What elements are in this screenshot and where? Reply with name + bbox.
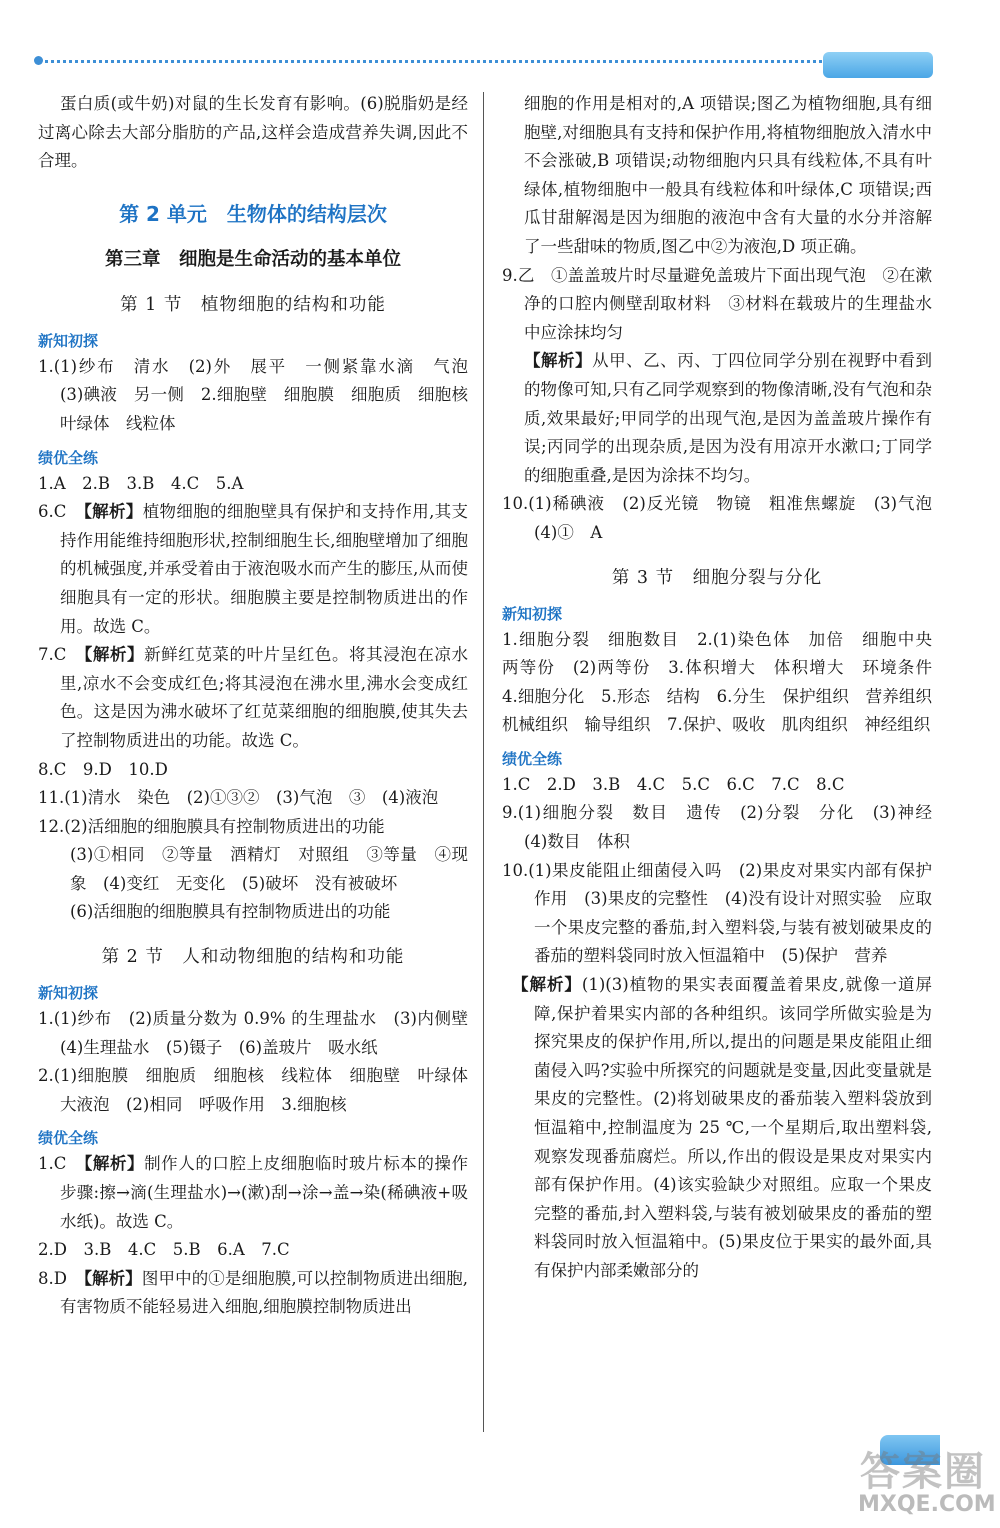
section-2-tag-practice: 绩优全练 bbox=[38, 1129, 99, 1148]
section-3-answer-1: 1.C 2.D 3.B 4.C 5.C 6.C 7.C 8.C bbox=[502, 774, 845, 794]
section-3-tag-new: 新知初探 bbox=[502, 604, 563, 623]
section-1-answer-8: 8.C 9.D 10.D bbox=[38, 759, 168, 779]
section-3-answer-9: 9.(1)细胞分裂 数目 遗传 (2)分裂 分化 (3)神经 (4)数目 体积 bbox=[502, 803, 949, 852]
section-2-answer-2: 2.D 3.B 4.C 5.B 6.A 7.C bbox=[38, 1240, 290, 1260]
answer-9-explanation-text: 从甲、乙、丙、丁四位同学分别在视野中看到的物像可知,只有乙同学观察到的物像清晰,没有气泡和杂质,效果最好;甲同学的出现气泡,是因为盖盖玻片操作有误;丙同学的出现杂质,是因为没有用凉开水漱口;丁同学的细胞重叠,是因为涂抹不均匀。 bbox=[524, 351, 933, 485]
section-1-answer-6 bbox=[38, 498, 468, 641]
answer-9-explanation bbox=[502, 347, 932, 490]
header-tab bbox=[823, 52, 933, 78]
answer-7-key: 7.C bbox=[38, 645, 85, 665]
chapter-title: 第三章 细胞是生命活动的基本单位 bbox=[104, 248, 401, 270]
right-column bbox=[502, 90, 949, 1286]
section-2-answer-8 bbox=[38, 1265, 468, 1322]
section-3-tag-practice: 绩优全练 bbox=[502, 749, 563, 768]
section-1-answer-12: 12.(2)活细胞的细胞膜具有控制物质进出的功能 bbox=[38, 816, 385, 836]
section-3-title: 第 3 节 细胞分裂与分化 bbox=[611, 567, 823, 588]
unit-title: 第 2 单元 生物体的结构层次 bbox=[119, 201, 387, 226]
section-2-tag-new: 新知初探 bbox=[38, 984, 99, 1003]
answer-6-jx-label: 【解析】 bbox=[83, 502, 143, 522]
s2-answer-1-explanation: 制作人的口腔上皮细胞临时玻片标本的操作步骤:擦→滴(生理盐水)→(漱)刮→涂→盖→染(稀碘液+吸水纸)。故选 C。 bbox=[60, 1154, 468, 1231]
s2-answer-8-jx-label: 【解析】 bbox=[83, 1268, 142, 1288]
left-column bbox=[38, 90, 485, 1322]
answer-6-key: 6.C bbox=[38, 502, 84, 522]
answer-7-jx-label: 【解析】 bbox=[84, 645, 145, 665]
section-1-answer-1: 1.A 2.B 3.B 4.C 5.A bbox=[38, 473, 244, 493]
answer-9: 9.乙 ①盖盖玻片时尽量避免盖玻片下面出现气泡 ②在漱净的口腔内侧壁刮取材料 ③材料在载玻片的生理盐水中应涂抹均匀 bbox=[502, 265, 932, 342]
watermark-url: MXQE.COM bbox=[858, 1492, 996, 1517]
section-3-answer-10: 10.(1)果皮能阻止细菌侵入吗 (2)果皮对果实内部有保护作用 (3)果皮的完整性 (4)没有设计对照实验 应取一个果皮完整的番茄,封入塑料袋,与装有被划破果皮的番茄的塑料袋同时放入恒温箱中 (5)保护 营养 bbox=[502, 860, 932, 966]
section-2-answer-1 bbox=[38, 1150, 468, 1236]
section-1-answer-12c: (6)活细胞的细胞膜具有控制物质进出的功能 bbox=[70, 902, 391, 922]
s2-answer-1-jx-label: 【解析】 bbox=[84, 1154, 145, 1174]
section-1-answer-12b: (3)①相同 ②等量 酒精灯 对照组 ③等量 ④现象 (4)变红 无变化 (5)破坏 没有被破坏 bbox=[70, 845, 468, 893]
section-1-tag-new: 新知初探 bbox=[38, 331, 99, 350]
section-1-title: 第 1 节 植物细胞的结构和功能 bbox=[120, 294, 386, 315]
section-2-new-1: 1.(1)纱布 (2)质量分数为 0.9% 的生理盐水 (3)内侧壁 (4)生理盐水 (5)镊子 (6)盖玻片 吸水纸 bbox=[38, 1009, 485, 1057]
section-2-new-2: 2.(1)细胞膜 细胞质 细胞核 线粒体 细胞壁 叶绿体 大液泡 (2)相同 呼吸作用 3.细胞核 bbox=[38, 1066, 485, 1114]
s2-answer-1-key: 1.C bbox=[38, 1154, 85, 1174]
answer-8-continued: 细胞的作用是相对的,A 项错误;图乙为植物细胞,具有细胞壁,对细胞具有支持和保护作用,将植物细胞放入清水中不会涨破,B 项错误;动物细胞内只具有线粒体,不具有叶绿体,植物细胞中一般具有线粒体和叶绿体,C 项错误;西瓜甘甜解渴是因为细胞的液泡中含有大量的水分并溶解了一些甜味的物质,图乙中②为液泡,D 项正确。 bbox=[524, 94, 932, 256]
s3-answer-10-jx-label: 【解析】 bbox=[512, 975, 582, 995]
answer-7-explanation: 新鲜红苋菜的叶片呈红色。将其浸泡在凉水里,凉水不会变成红色;将其浸泡在沸水里,沸水会变成红色。这是因为沸水破坏了红苋菜细胞的细胞膜,使其失去了控制物质进出的功能。故选 C。 bbox=[60, 645, 468, 750]
s3-answer-10-explanation-text: (1)(3)植物的果实表面覆盖着果皮,就像一道屏障,保护着果实内部的各种组织。该同学所做实验是为探究果皮的保护作用,所以,提出的问题是果皮能阻止细菌侵入吗?实验中所探究的问题就是变量,因此变量就是果皮的完整性。(2)将划破果皮的番茄装入塑料袋放到恒温箱中,控制温度为 25 ℃,一个星期后,取出塑料袋,观察发现番茄腐烂。所以,作出的假设是果皮对果实内部有保护作用。(4)该实验缺少对照组。应取一个果皮完整的番茄,封入塑料袋,与装有被划破果皮的番茄的塑料袋同时放入恒温箱中。(5)果皮位于果实的最外面,具有保护内部柔嫩部分的 bbox=[534, 975, 933, 1280]
header-dotted-line bbox=[38, 60, 822, 63]
section-1-answer-7 bbox=[38, 641, 468, 755]
s2-answer-8-key: 8.D bbox=[38, 1268, 84, 1288]
section-2-title: 第 2 节 人和动物细胞的结构和功能 bbox=[101, 947, 405, 968]
answer-10: 10.(1)稀碘液 (2)反光镜 物镜 粗准焦螺旋 (3)气泡 (4)① A bbox=[502, 494, 949, 542]
section-1-new-answers: 1.(1)纱布 清水 (2)外 展平 一侧紧靠水滴 气泡 (3)碘液 另一侧 2.细胞壁 细胞膜 细胞质 细胞核 叶绿体 线粒体 bbox=[38, 356, 485, 433]
section-1-answer-11: 11.(1)清水 染色 (2)①③② (3)气泡 ③ (4)液泡 bbox=[38, 788, 439, 808]
watermark-logo: 答案圈 bbox=[860, 1449, 986, 1495]
section-1-tag-practice: 绩优全练 bbox=[38, 448, 99, 467]
s2-answer-8-explanation: 图甲中的①是细胞膜,可以控制物质进出细胞,有害物质不能轻易进入细胞,细胞膜控制物质进出 bbox=[60, 1268, 468, 1317]
section-3-new-answers: 1.细胞分裂 细胞数目 2.(1)染色体 加倍 细胞中央 两等份 (2)两等份 3.体积增大 体积增大 环境条件 4.细胞分化 5.形态 结构 6.分生 保护组织 营养组织 机械组织 输导组织 7.保护、吸收 肌肉组织 神经组织 bbox=[502, 629, 949, 735]
section-3-answer-10-explanation bbox=[502, 971, 932, 1286]
answer-9-jx-label: 【解析】 bbox=[524, 351, 593, 371]
column-divider bbox=[483, 92, 484, 1432]
answer-6-explanation: 植物细胞的细胞壁具有保护和支持作用,其支持作用能维持细胞形状,控制细胞生长,细胞壁增加了细胞的机械强度,并承受着由于液泡吸水而产生的膨压,从而使细胞具有一定的形状。细胞膜主要是控制物质进出的作用。故选 C。 bbox=[60, 502, 469, 636]
intro-text: 蛋白质(或牛奶)对鼠的生长发育有影响。(6)脱脂奶是经过离心除去大部分脂肪的产品,这样会造成营养失调,因此不合理。 bbox=[38, 94, 468, 171]
